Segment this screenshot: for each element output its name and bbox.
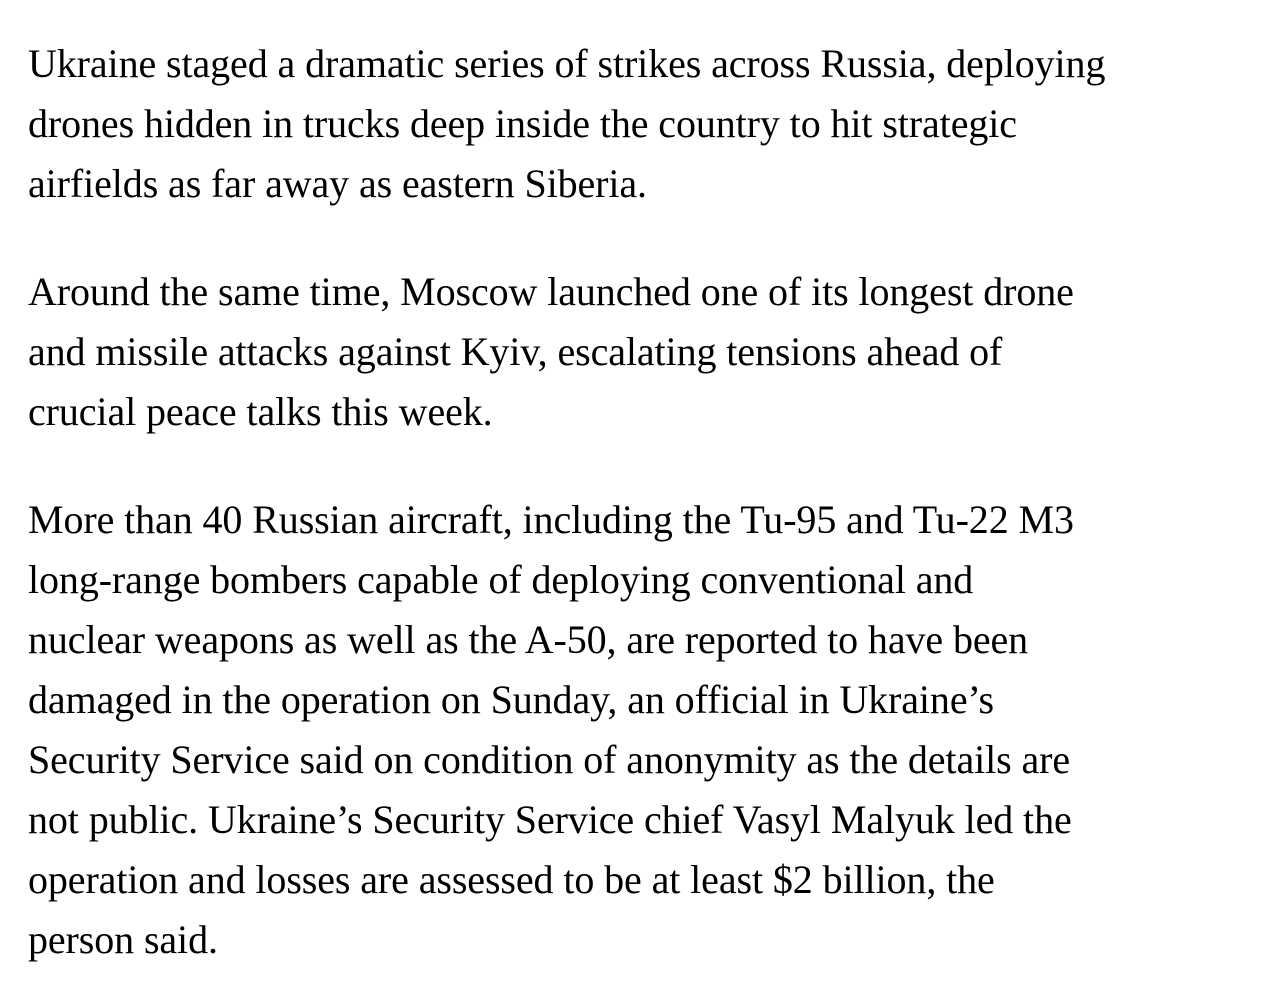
text-line: long-range bombers capable of deploying conventional and <box>28 557 974 602</box>
text-line: More than 40 Russian aircraft, including the Tu-95 and Tu-22 M3 <box>28 497 1074 542</box>
text-line: crucial peace talks this week. <box>28 389 493 434</box>
paragraph-aircraft-losses <box>28 490 1246 970</box>
text-line: drones hidden in trucks deep inside the country to hit strategic <box>28 101 1017 146</box>
text-line: damaged in the operation on Sunday, an official in Ukraine’s <box>28 677 994 722</box>
text-line: person said. <box>28 917 218 962</box>
text-line: operation and losses are assessed to be at least $2 billion, the <box>28 857 995 902</box>
text-line: not public. Ukraine’s Security Service chief Vasyl Malyuk led the <box>28 797 1072 842</box>
text-line: Ukraine staged a dramatic series of strikes across Russia, deploying <box>28 41 1106 86</box>
paragraph-kyiv-attacks <box>28 262 1246 442</box>
text-line: nuclear weapons as well as the A-50, are reported to have been <box>28 617 1029 662</box>
text-line: Security Service said on condition of anonymity as the details are <box>28 737 1071 782</box>
text-line: and missile attacks against Kyiv, escalating tensions ahead of <box>28 329 1003 374</box>
paragraph-strikes <box>28 34 1246 214</box>
text-line: Around the same time, Moscow launched one of its longest drone <box>28 269 1074 314</box>
text-line: airfields as far away as eastern Siberia. <box>28 161 647 206</box>
